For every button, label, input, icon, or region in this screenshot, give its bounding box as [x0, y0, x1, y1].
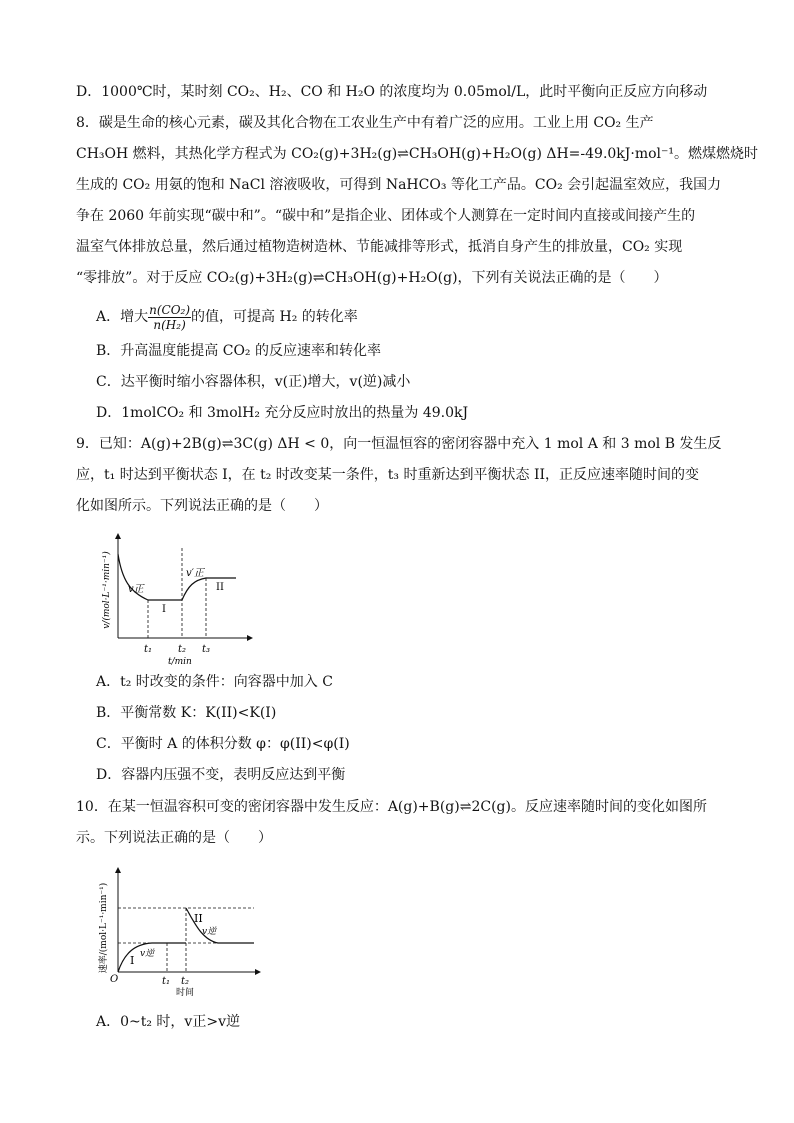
- t2-label: t₂: [181, 976, 190, 987]
- q9-stem-line3: 化如图所示。下列说法正确的是（ ）: [76, 498, 328, 514]
- state-ii-label: II: [194, 912, 203, 925]
- q8-option-a-fraction: [148, 303, 191, 332]
- v-reverse-label-2: v逆: [202, 927, 217, 937]
- v-forward-prime-label: v′正: [186, 568, 204, 579]
- q8-stem-line3: 生成的 CO₂ 用氨的饱和 NaCl 溶液吸收，可得到 NaHCO₃ 等化工产品。CO₂ 会引起温室效应，我国力: [76, 177, 722, 193]
- v-forward-label: v正: [128, 584, 144, 595]
- q9-option-d: D．容器内压强不变，表明反应达到平衡: [96, 767, 346, 783]
- t3-label: t₃: [202, 644, 211, 655]
- q8-option-a-prefix: A．增大: [96, 309, 149, 325]
- q8-option-a-suffix: 的值，可提高 H₂ 的转化率: [191, 309, 358, 325]
- q9-option-c: C．平衡时 A 的体积分数 φ：φ(II)<φ(I): [96, 736, 350, 752]
- y-axis-label: 速率/(mol·L⁻¹·min⁻¹): [99, 882, 109, 974]
- fraction-numerator: n(CO₂): [149, 302, 191, 317]
- q8-stem-line1: 8．碳是生命的核心元素，碳及其化合物在工农业生产中有着广泛的应用。工业上用 CO₂ 生产: [76, 115, 654, 131]
- q9-stem-line2: 应，t₁ 时达到平衡状态 I，在 t₂ 时改变某一条件，t₃ 时重新达到平衡状态 II，正反应速率随时间的变: [76, 467, 700, 483]
- q8-option-a: [96, 300, 358, 334]
- q9-stem-line1: 9．已知：A(g)+2B(g)⇌3C(g) ΔH < 0，向一恒温恒容的密闭容器中充入 1 mol A 和 3 mol B 发生反: [76, 436, 722, 452]
- q8-option-c: C．达平衡时缩小容器体积，v(正)增大，v(逆)减小: [96, 374, 411, 390]
- q10-rate-time-graph: [94, 864, 264, 998]
- q9-option-a: A．t₂ 时改变的条件：向容器中加入 C: [96, 674, 333, 690]
- q10-stem-line1: 10．在某一恒温容积可变的密闭容器中发生反应：A(g)+B(g)⇌2C(g)。反应速率随时间的变化如图所: [76, 799, 707, 815]
- v-reverse-label-1: v逆: [140, 949, 155, 959]
- q8-stem-line4: 争在 2060 年前实现“碳中和”。“碳中和”是指企业、团体或个人测算在一定时间内直接或间接产生的: [76, 208, 696, 224]
- q7-option-d: D．1000℃时，某时刻 CO₂、H₂、CO 和 H₂O 的浓度均为 0.05mol/L，此时平衡向正反应方向移动: [76, 84, 708, 100]
- q8-option-b: B．升高温度能提高 CO₂ 的反应速率和转化率: [96, 343, 381, 359]
- state-i-label: I: [130, 954, 135, 967]
- q8-stem-line6: “零排放”。对于反应 CO₂(g)+3H₂(g)⇌CH₃OH(g)+H₂O(g)，下列有关说法正确的是（ ）: [76, 270, 668, 286]
- t1-label: t₁: [144, 644, 153, 655]
- x-axis-label: t/min: [168, 657, 192, 666]
- t1-label: t₁: [162, 976, 171, 987]
- q8-option-d: D．1molCO₂ 和 3molH₂ 充分反应时放出的热量为 49.0kJ: [96, 405, 469, 421]
- q8-stem-line2: CH₃OH 燃料，其热化学方程式为 CO₂(g)+3H₂(g)⇌CH₃OH(g)+H₂O(g) ΔH=-49.0kJ·mol⁻¹。燃煤燃烧时: [76, 146, 759, 162]
- t2-label: t₂: [178, 644, 187, 655]
- q10-option-a: A．0~t₂ 时，v正>v逆: [96, 1014, 240, 1030]
- state-ii-label: II: [216, 582, 224, 593]
- state-i-label: I: [162, 604, 166, 615]
- origin-label: O: [110, 974, 119, 985]
- q9-option-b: B．平衡常数 K：K(II)<K(I): [96, 705, 277, 721]
- q9-rate-time-graph: [96, 530, 256, 666]
- y-axis-label: v/(mol·L⁻¹·min⁻¹): [102, 551, 112, 629]
- fraction-denominator: n(H₂): [153, 317, 186, 332]
- q10-stem-line2: 示。下列说法正确的是（ ）: [76, 830, 272, 846]
- x-axis-label: 时间: [176, 988, 195, 998]
- q8-stem-line5: 温室气体排放总量，然后通过植物造树造林、节能减排等形式，抵消自身产生的排放量，CO₂ 实现: [76, 239, 683, 255]
